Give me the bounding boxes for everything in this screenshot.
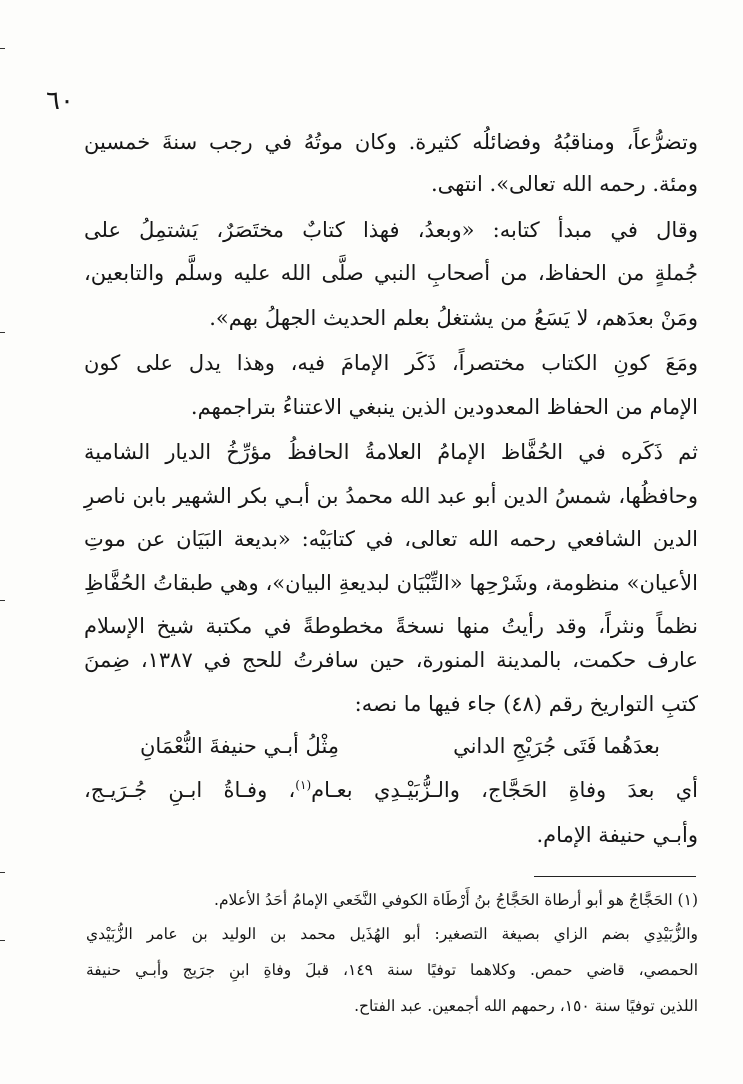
body-line: كتبِ التواريخ رقم (٤٨) جاء فيها ما نصه: [354,692,698,716]
footnote-separator [534,876,696,877]
footnote-line: (١) الحَجَّاجُ هو أبو أرطاة الحَجَّاجُ بنُ أَرْطَاة الكوفي النَّخَعي الإمامُ أحَدُ الأعلام. [214,891,698,909]
body-line: وتضرُّعاً، ومناقبُهُ وفضائلُه كثيرة. وكان موتُهُ في رجب سنةَ خمسين [84,130,698,154]
body-line: الإمام من الحفاظ المعدودين الذين ينبغي الاعتناءُ بتراجمهم. [190,395,698,419]
text-segment: أي بعدَ وفاةِ الحَجَّاج، والـزُّبَيْـدِي بعـام [311,778,698,802]
body-line: ومَعَ كونِ الكتاب مختصراً، ذَكَر الإمامَ فيه، وهذا يدل على كون [84,351,698,375]
body-line: ومئة. رحمه الله تعالى». انتهى. [430,172,698,196]
body-line: وحافظُها، شمسُ الدين أبو عبد الله محمدُ بن أبـي بكر الشهير بابن ناصرِ [84,484,698,508]
margin-tick [0,332,5,333]
body-line: الأعيان» منظومة، وشَرْحِها «التِّبْيَان لبديعةِ البيان»، وهي طبقاتُ الحُفَّاظِ [84,571,698,595]
body-line: نظماً ونثراً، وقد رأيتُ منها نسخةً مخطوطةً في مكتبة شيخ الإسلام [84,614,698,638]
footnote-line: اللذين توفيًا سنة ١٥٠، رحمهم الله أجمعين. عبد الفتاح. [354,997,698,1015]
poem-verse [140,726,660,766]
footnote-line: الحمصي، قاضي حمص. وكلاهما توفيًا سنة ١٤٩، قبلَ وفاةِ ابنِ جرَيج وأبـي حنيفة [86,961,698,979]
text-segment: وأبـي حنيفة الإمام. [536,823,698,847]
margin-tick [0,940,5,941]
page-number: ٦٠ [46,86,74,116]
footnote-marker: (١) [295,778,312,792]
body-line: الدين الشافعي رحمه الله تعالى، في كتابَيْه: «بديعة البَيَان عن موتِ [84,527,698,551]
verse-first-hemistich: بعدَهُما فَتَى جُرَيْجِ الداني [453,734,660,758]
margin-tick [0,600,5,601]
text-segment: ، وفـاةُ ابـنِ جُـرَيـج، [84,778,296,802]
footnote-line: والزُّبَيْدِي بضم الزاي بصيغة التصغير: أبو الهُذَيل محمد بن الوليد بن عامر الزُّبَيْدي [86,925,698,943]
body-line-with-footnote-ref [84,770,698,810]
body-line: جُملةٍ من الحفاظ، من أصحابِ النبي صلَّى الله عليه وسلَّم والتابعين، [84,261,698,285]
body-line: وقال في مبدأ كتابه: «وبعدُ، فهذا كتابٌ مختَصَرٌ، يَشتمِلُ على [84,218,698,242]
body-line: عارف حكمت، بالمدينة المنورة، حين سافرتُ للحج في ١٣٨٧، ضِمنَ [84,648,698,672]
margin-tick [0,872,5,873]
body-line: ثم ذَكَره في الحُفَّاظ الإمامُ العلامةُ الحافظُ مؤرِّخُ الديار الشامية [84,440,698,464]
body-line: ومَنْ بعدَهم، لا يَسَعُ من يشتغلُ بعلم الحديث الجهلُ بهم». [209,306,698,330]
margin-tick [0,48,5,49]
verse-second-hemistich: مِثْلُ أبـي حنيفةَ النُّعْمَانِ [140,734,340,758]
body-line [84,815,698,855]
